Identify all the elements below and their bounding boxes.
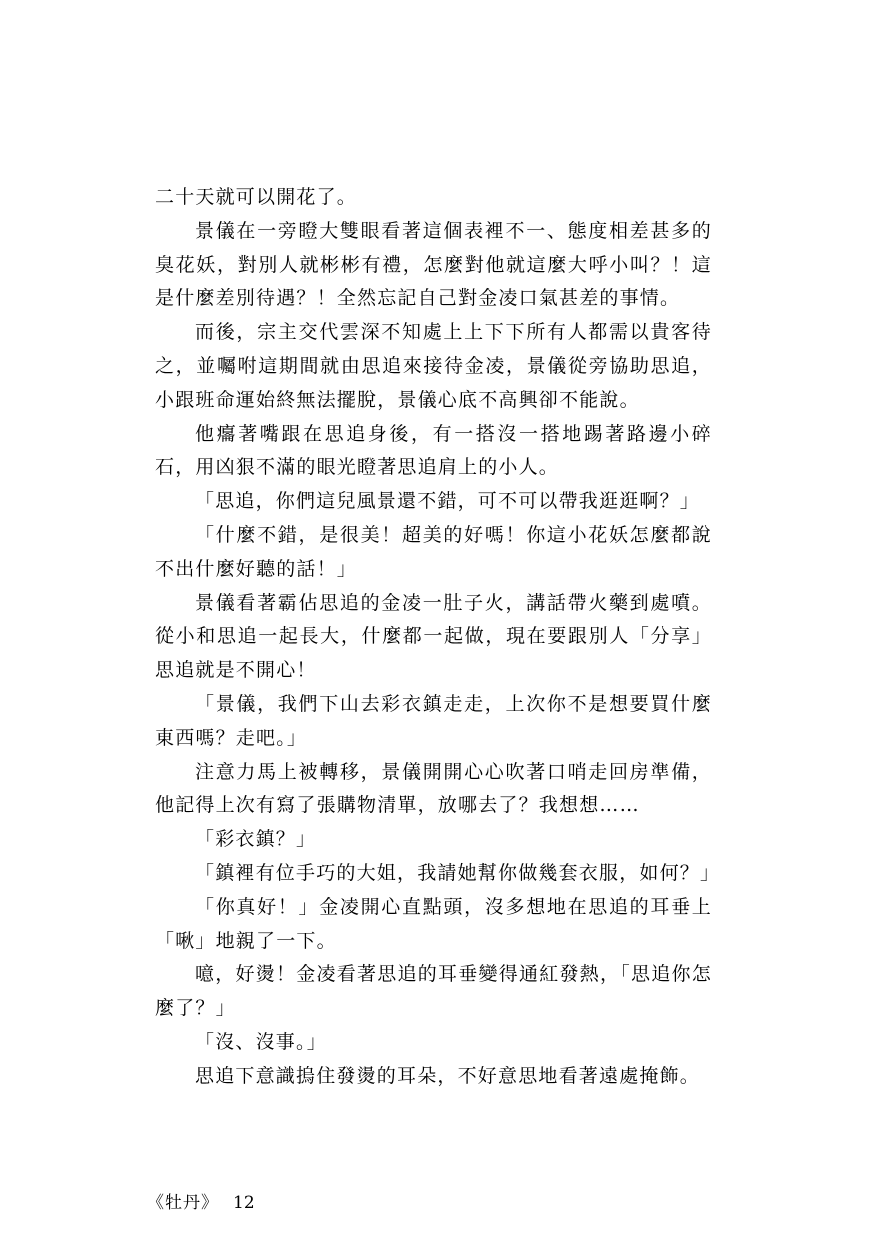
paragraph: 「沒、沒事。」: [195, 1030, 327, 1053]
paragraph: 「思追，你們這兒風景還不錯，可不可以帶我逛逛啊？」: [195, 490, 701, 513]
paragraph: 「你真好！」金凌開心直點頭，沒多想地在思追的耳垂上「啾」地親了一下。: [155, 895, 712, 952]
page-footer: [147, 1191, 255, 1215]
paragraph: 他癟著嘴跟在思追身後，有一搭沒一搭地踢著路邊小碎石，用凶狠不滿的眼光瞪著思追肩上的小人。: [155, 422, 712, 479]
paragraph: 注意力馬上被轉移，景儀開開心心吹著口哨走回房準備，他記得上次有寫了張購物清單，放哪去了？我想想……: [155, 760, 712, 817]
paragraph: 二十天就可以開花了。: [155, 186, 358, 208]
paragraph: 「什麼不錯，是很美！超美的好嗎！你這小花妖怎麼都說不出什麼好聽的話！」: [155, 523, 712, 580]
paragraph: 「景儀，我們下山去彩衣鎮走走，上次你不是想要買什麼東西嗎？走吧。」: [155, 692, 712, 749]
paragraph: 「鎮裡有位手巧的大姐，我請她幫你做幾套衣服，如何？」: [195, 861, 721, 884]
paragraph: 思追下意識摀住發燙的耳朵，不好意思地看著遠處掩飾。: [195, 1064, 701, 1087]
paragraph: 噫，好燙！金凌看著思追的耳垂變得通紅發熱，「思追你怎麼了？」: [155, 963, 712, 1020]
body-text: [155, 181, 721, 1094]
paragraph: 而後，宗主交代雲深不知處上上下下所有人都需以貴客待之，並囑咐這期間就由思追來接待金凌，景儀從旁協助思追，小跟班命運始終無法擺脫，景儀心底不高興卻不能說。: [155, 321, 712, 411]
paragraph: 「彩衣鎮？」: [195, 828, 317, 851]
paragraph: 景儀看著霸佔思追的金凌一肚子火，講話帶火藥到處噴。從小和思追一起長大，什麼都一起做，現在要跟別人「分享」思追就是不開心！: [155, 591, 712, 682]
book-title: 《牡丹》: [147, 1193, 219, 1213]
paragraph: 景儀在一旁瞪大雙眼看著這個表裡不一、態度相差甚多的臭花妖，對別人就彬彬有禮，怎麼對他就這麼大呼小叫？！這是什麼差別待遇？！全然忘記自己對金凌口氣甚差的事情。: [155, 219, 712, 310]
page-number: 12: [233, 1193, 255, 1213]
